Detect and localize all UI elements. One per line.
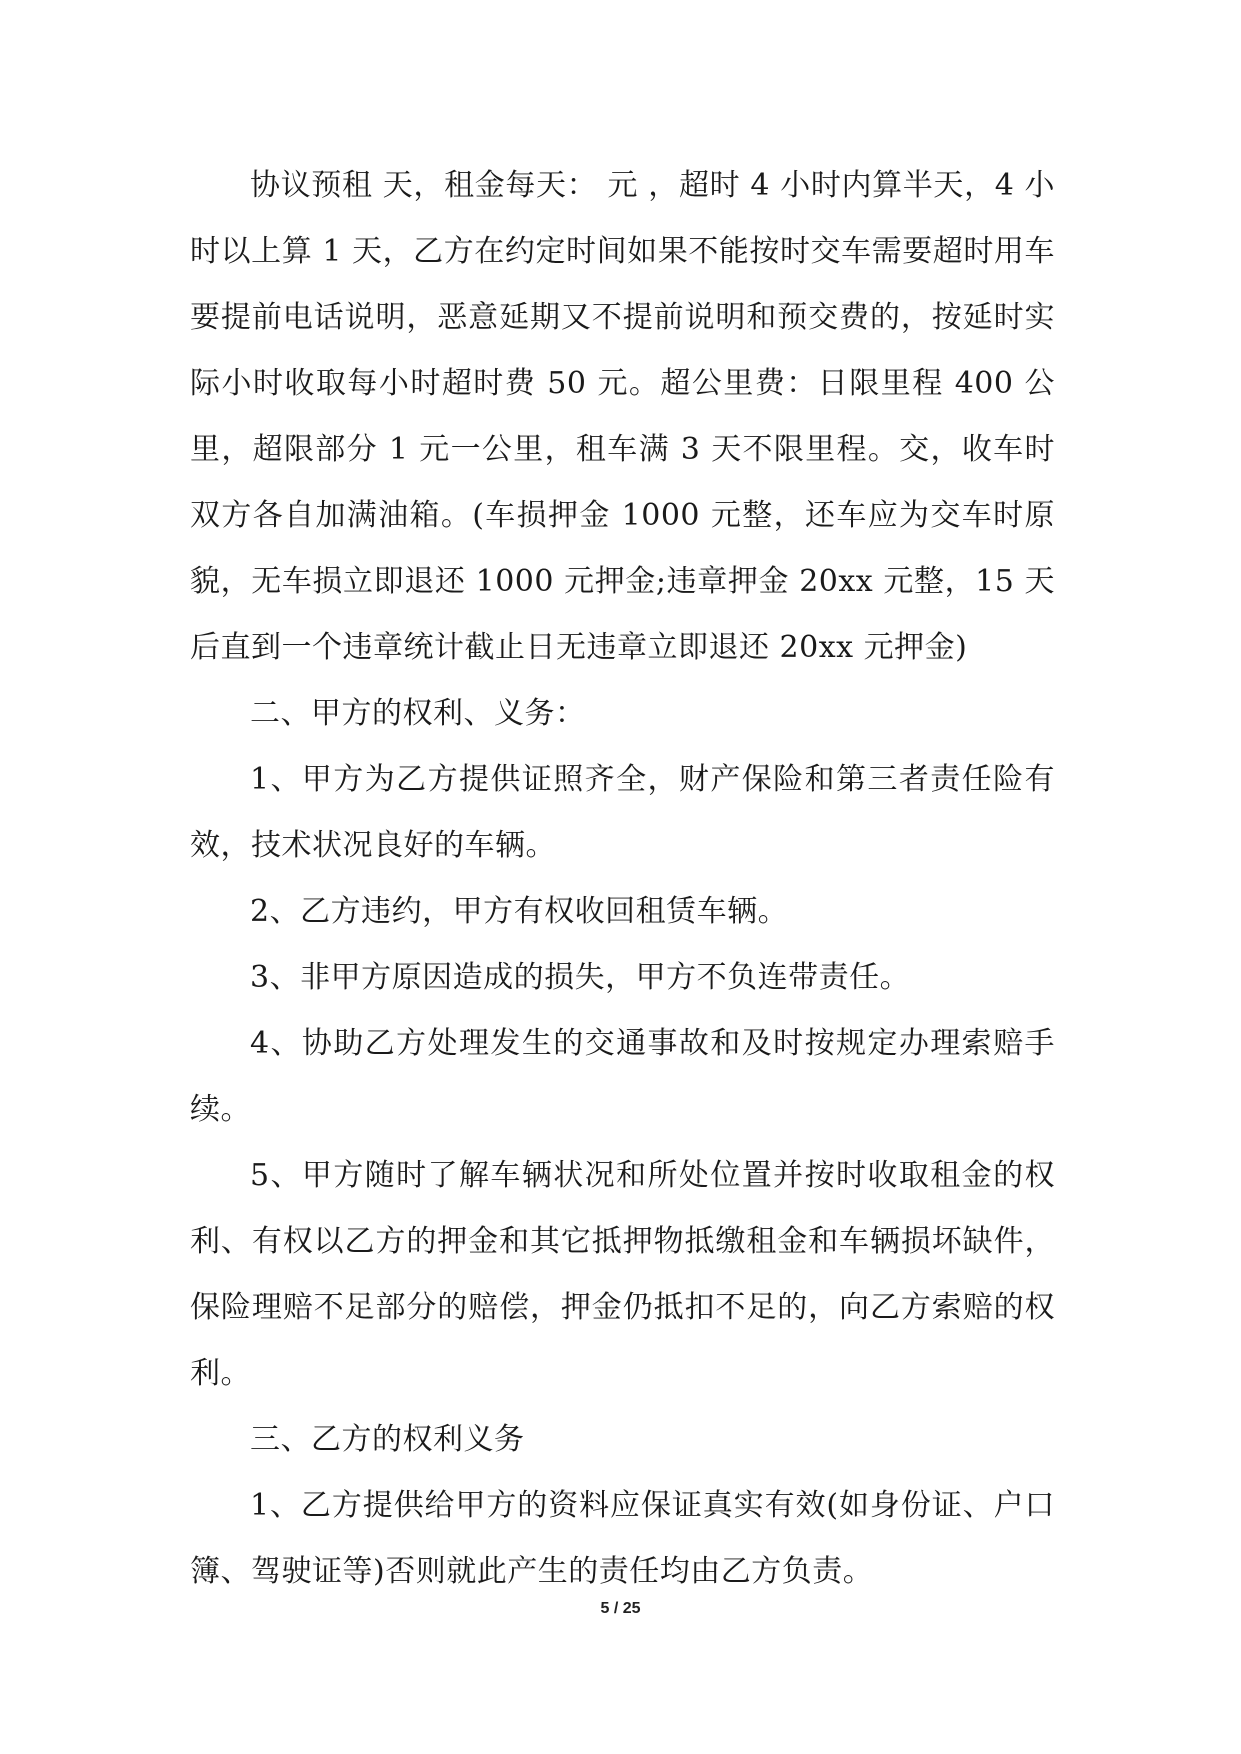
document-body (190, 153, 1055, 1605)
paragraph-party-a-item-3: 3、非甲方原因造成的损失，甲方不负连带责任。 (250, 960, 911, 995)
paragraph-party-b-item-1: 1、乙方提供给甲方的资料应保证真实有效(如身份证、户口簿、驾驶证等)否则就此产生的责任均由乙方负责。 (190, 1488, 1055, 1589)
paragraph-party-a-item-4: 4、协助乙方处理发生的交通事故和及时按规定办理索赔手续。 (190, 1026, 1055, 1127)
paragraph-party-a-item-1: 1、甲方为乙方提供证照齐全，财产保险和第三者责任险有效，技术状况良好的车辆。 (190, 762, 1055, 863)
paragraph-rental-terms: 协议预租 天，租金每天： 元 ，超时 4 小时内算半天，4 小时以上算 1 天，乙方在约定时间如果不能按时交车需要超时用车要提前电话说明，恶意延期又不提前说明和预交费的，按延时实际小时收取每小时超时费 50 元。超公里费：日限里程 400 公里，超限部分 1 元一公里，租车满 3 天不限里程。交，收车时双方各自加满油箱。(车损押金 1000 元整，还车应为交车时原貌，无车损立即退还 1000 元押金;违章押金 20xx 元整，15 天后直到一个违章统计截止日无违章立即退还 20xx 元押金) (190, 168, 1055, 665)
paragraph-party-a-item-5: 5、甲方随时了解车辆状况和所处位置并按时收取租金的权利、有权以乙方的押金和其它抵押物抵缴租金和车辆损坏缺件，保险理赔不足部分的赔偿，押金仍抵扣不足的，向乙方索赔的权利。 (190, 1158, 1055, 1391)
section-heading-party-b: 三、乙方的权利义务 (250, 1422, 525, 1457)
section-heading-party-a: 二、甲方的权利、义务： (250, 696, 586, 731)
paragraph-party-a-item-2: 2、乙方违约，甲方有权收回租赁车辆。 (250, 894, 789, 929)
page-number: 5 / 25 (600, 1600, 641, 1617)
